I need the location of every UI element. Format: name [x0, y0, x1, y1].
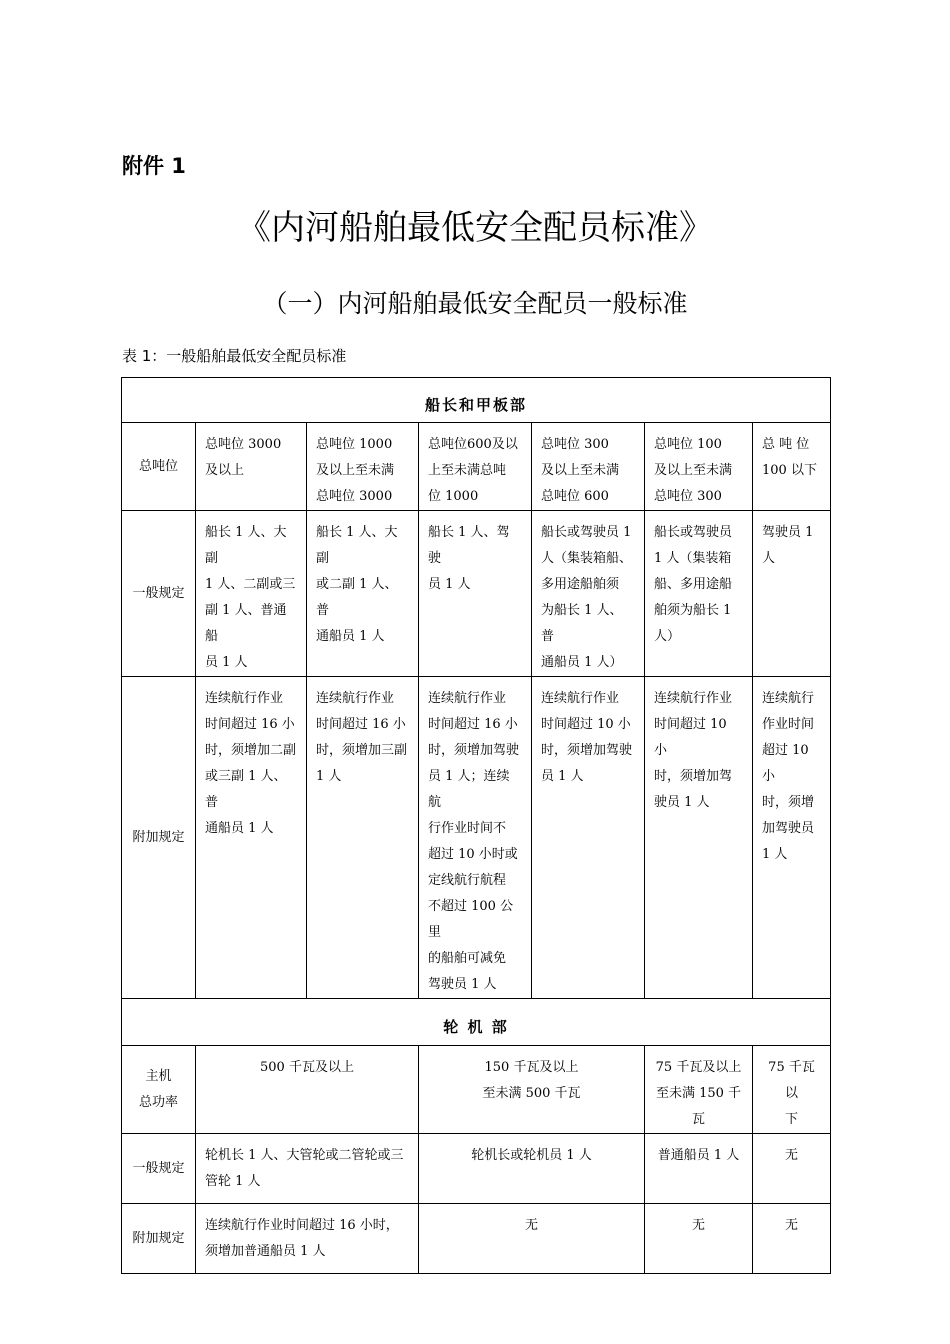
deck-additional-cell: 连续航行作业 时间超过 10 小 时，须增加驾 驶员 1 人 — [645, 677, 753, 999]
deck-general-cell: 驾驶员 1 人 — [753, 511, 831, 677]
deck-additional-cell: 连续航行作业 时间超过 16 小 时，须增加二副 或三副 1 人、普 通船员 1 人 — [196, 677, 307, 999]
engine-additional-row-label: 附加规定 — [122, 1204, 196, 1274]
deck-additional-row-label: 附加规定 — [122, 677, 196, 999]
tonnage-cell: 总吨位 300 及以上至未满 总吨位 600 — [532, 423, 645, 511]
table-caption: 表 1：一般船舶最低安全配员标准 — [122, 347, 347, 365]
deck-general-cell: 船长 1 人、大副 1 人、二副或三 副 1 人、普通船 员 1 人 — [196, 511, 307, 677]
deck-additional-cell: 连续航行作业 时间超过 10 小 时，须增加驾驶 员 1 人 — [532, 677, 645, 999]
tonnage-row-label: 总吨位 — [122, 423, 196, 511]
deck-additional-cell: 连续航行 作业时间 超过 10 小 时，须增 加驾驶员 1 人 — [753, 677, 831, 999]
tonnage-cell: 总吨位600及以 上至未满总吨 位 1000 — [419, 423, 532, 511]
engine-general-cell: 无 — [753, 1134, 831, 1204]
document-title: 《内河船舶最低安全配员标准》 — [237, 208, 713, 248]
deck-general-cell: 船长或驾驶员 1 人（集装箱 船、多用途船 舶须为船长 1 人） — [645, 511, 753, 677]
engine-additional-cell: 无 — [753, 1204, 831, 1274]
power-cell: 150 千瓦及以上 至未满 500 千瓦 — [419, 1046, 645, 1134]
deck-general-cell: 船长 1 人、大副 或二副 1 人、普 通船员 1 人 — [307, 511, 419, 677]
tonnage-cell: 总吨位 3000 及以上 — [196, 423, 307, 511]
power-cell: 75 千瓦及以上 至未满 150 千 瓦 — [645, 1046, 753, 1134]
engine-general-cell: 轮机长 1 人、大管轮或二管轮或三 管轮 1 人 — [196, 1134, 419, 1204]
power-cell: 500 千瓦及以上 — [196, 1046, 419, 1134]
deck-general-row-label: 一般规定 — [122, 511, 196, 677]
engine-additional-cell: 连续航行作业时间超过 16 小时， 须增加普通船员 1 人 — [196, 1204, 419, 1274]
deck-additional-cell: 连续航行作业 时间超过 16 小 时，须增加三副 1 人 — [307, 677, 419, 999]
engine-general-cell: 普通船员 1 人 — [645, 1134, 753, 1204]
tonnage-cell: 总吨位 100 及以上至未满 总吨位 300 — [645, 423, 753, 511]
deck-section-header: 船长和甲板部 — [122, 378, 831, 423]
engine-additional-cell: 无 — [645, 1204, 753, 1274]
tonnage-cell: 总吨位 1000 及以上至未满 总吨位 3000 — [307, 423, 419, 511]
deck-additional-cell: 连续航行作业 时间超过 16 小 时，须增加驾驶 员 1 人；连续航 行作业时间不 超过 10 小时或 定线航行航程 不超过 100 公里 的船舶可减免 驾驶员 1 人 — [419, 677, 532, 999]
engine-general-row-label: 一般规定 — [122, 1134, 196, 1204]
manning-standard-table — [121, 377, 831, 1274]
engine-general-cell: 轮机长或轮机员 1 人 — [419, 1134, 645, 1204]
power-cell: 75 千瓦以 下 — [753, 1046, 831, 1134]
tonnage-cell: 总 吨 位 100 以下 — [753, 423, 831, 511]
engine-additional-cell: 无 — [419, 1204, 645, 1274]
attachment-label: 附件 1 — [122, 154, 186, 178]
deck-general-cell: 船长或驾驶员 1 人（集装箱船、 多用途船舶须 为船长 1 人、普 通船员 1 人） — [532, 511, 645, 677]
document-subtitle: （一）内河船舶最低安全配员一般标准 — [262, 289, 688, 318]
power-row-label: 主机 总功率 — [122, 1046, 196, 1134]
deck-general-cell: 船长 1 人、驾驶 员 1 人 — [419, 511, 532, 677]
engine-section-header: 轮 机 部 — [122, 999, 831, 1046]
